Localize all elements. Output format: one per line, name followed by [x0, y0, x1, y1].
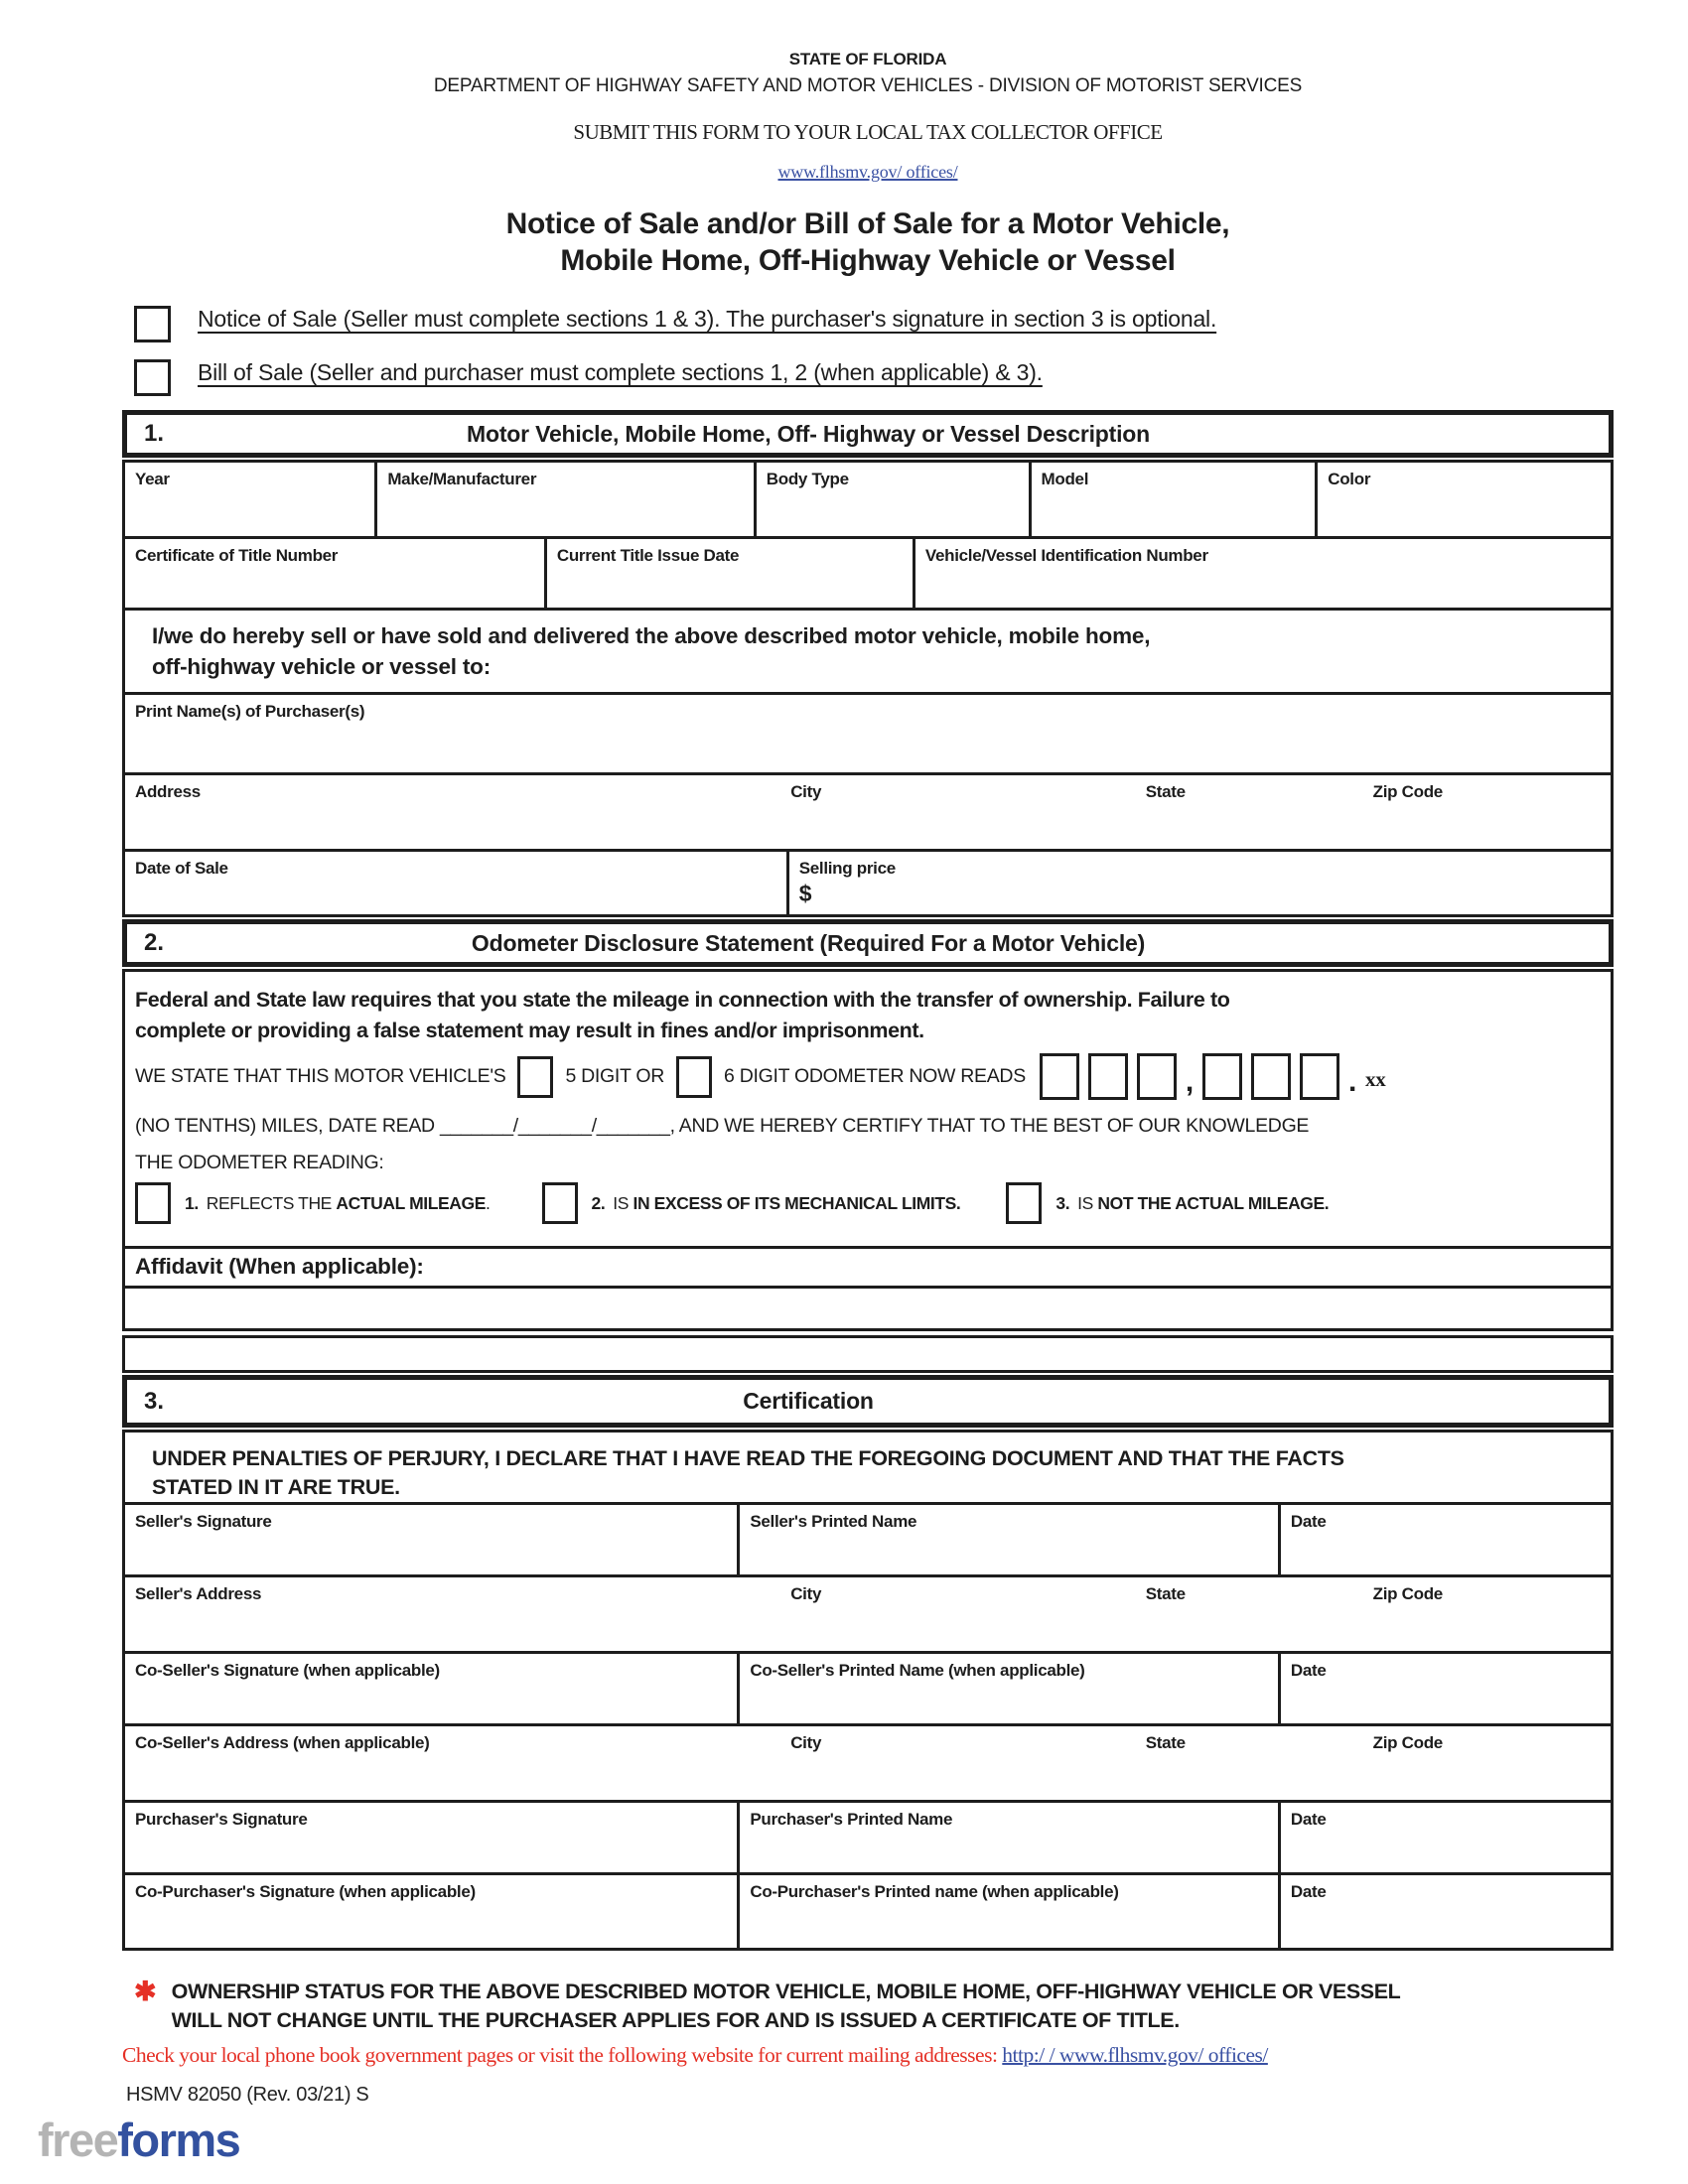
field-co-seller-signature[interactable]: Co-Seller's Signature (when applicable) [125, 1654, 740, 1723]
perjury-line2: STATED IN IT ARE TRUE. [152, 1475, 400, 1500]
mileage-option-1-text: REFLECTS THE ACTUAL MILEAGE. [206, 1192, 491, 1213]
odometer-digit-box-3[interactable] [1137, 1053, 1177, 1100]
affidavit-extra-blank-row[interactable] [122, 1335, 1614, 1373]
field-purchaser-signature[interactable]: Purchaser's Signature [125, 1803, 740, 1872]
field-co-purchaser-signature[interactable]: Co-Purchaser's Signature (when applicable) [125, 1875, 740, 1948]
ownership-note-line1: OWNERSHIP STATUS FOR THE ABOVE DESCRIBED MOTOR VEHICLE, MOBILE HOME, OFF-HIGHWAY VEHICLE OR VESSEL [171, 1979, 1401, 2004]
logo-free-text: free [38, 2114, 118, 2166]
co-seller-zip-label: Zip Code [1372, 1733, 1443, 1753]
excess-mechanical-limits-checkbox[interactable] [542, 1182, 578, 1224]
odometer-digit-boxes [1040, 1053, 1386, 1100]
we-state-text: WE STATE THAT THIS MOTOR VEHICLE'S [135, 1065, 506, 1088]
department-heading: DEPARTMENT OF HIGHWAY SAFETY AND MOTOR VEHICLES - DIVISION OF MOTORIST SERVICES [433, 75, 1303, 96]
section-2-odometer-disclosure [122, 919, 1614, 1373]
mileage-option-2-number: 2. [591, 1192, 606, 1213]
state-heading: STATE OF FLORIDA [788, 50, 947, 68]
field-color[interactable]: Color [1328, 470, 1371, 489]
purchaser-names-label: Print Name(s) of Purchaser(s) [135, 702, 365, 722]
field-co-seller-printed-name[interactable]: Co-Seller's Printed Name (when applicable) [740, 1654, 1281, 1723]
section-2-title: Odometer Disclosure Statement (Required For a Motor Vehicle) [471, 929, 1146, 956]
seller-signature-row [125, 1505, 1611, 1577]
odometer-intro [135, 985, 1599, 1045]
odometer-reading-line [135, 1053, 1599, 1100]
sell-statement-line1: I/we do hereby sell or have sold and delivered the above described motor vehicle, mobile home, [152, 623, 1151, 649]
co-seller-address-row[interactable] [125, 1726, 1611, 1803]
zip-code-label: Zip Code [1372, 782, 1443, 802]
bill-of-sale-option [134, 359, 1614, 396]
bill-of-sale-checkbox[interactable] [134, 359, 171, 396]
odometer-digit-box-1[interactable] [1040, 1053, 1079, 1100]
address-label: Address [135, 782, 201, 802]
selling-price-label: Selling price [798, 859, 896, 879]
actual-mileage-checkbox[interactable] [135, 1182, 171, 1224]
field-date-of-sale[interactable] [125, 852, 789, 914]
odometer-digit-box-5[interactable] [1251, 1053, 1291, 1100]
flhsmv-offices-link[interactable]: www.flhsmv.gov/ offices/ [777, 162, 958, 182]
form-number: HSMV 82050 (Rev. 03/21) S [126, 2084, 369, 2107]
odometer-digit-box-6[interactable] [1300, 1053, 1339, 1100]
website-link-wrap [122, 162, 1614, 183]
form-title [122, 206, 1614, 279]
mileage-option-1-number: 1. [185, 1192, 199, 1213]
mailing-addresses-note [122, 2043, 1614, 2068]
co-seller-signature-row [125, 1654, 1611, 1726]
odometer-decimal-point: . [1347, 1064, 1357, 1098]
odometer-intro-line1: Federal and State law requires that you state the mileage in connection with the transfer of ownership. Failure to [135, 988, 1230, 1013]
ownership-note-line2: WILL NOT CHANGE UNTIL THE PURCHASER APPLIES FOR AND IS ISSUED A CERTIFICATE OF TITLE. [171, 2007, 1180, 2032]
red-asterisk-icon: ✱ [134, 1977, 157, 2007]
form-header [122, 0, 1614, 279]
field-seller-printed-name[interactable]: Seller's Printed Name [740, 1505, 1281, 1574]
field-model[interactable]: Model [1032, 463, 1319, 536]
mileage-options-row [135, 1182, 1599, 1246]
mileage-option-2-text: IS IN EXCESS OF ITS MECHANICAL LIMITS. [613, 1192, 961, 1213]
perjury-line1: UNDER PENALTIES OF PERJURY, I DECLARE THAT I HAVE READ THE FOREGOING DOCUMENT AND THAT THE FACTS [152, 1446, 1344, 1471]
perjury-statement [125, 1433, 1611, 1505]
field-seller-signature[interactable]: Seller's Signature [125, 1505, 740, 1574]
mileage-option-2 [542, 1182, 961, 1224]
city-label: City [790, 782, 822, 802]
section-2-body [122, 969, 1614, 1331]
field-body-type[interactable]: Body Type [757, 463, 1032, 536]
field-vehicle-identification-number[interactable]: Vehicle/Vessel Identification Number [924, 546, 1208, 566]
field-selling-price[interactable] [789, 852, 1611, 914]
section-2-header [122, 919, 1614, 967]
notice-of-sale-option [134, 306, 1614, 342]
section-3-certification [122, 1375, 1614, 1951]
freeforms-logo [38, 2113, 239, 2167]
section-1-header [122, 410, 1614, 458]
odometer-comma: , [1185, 1064, 1194, 1098]
field-purchaser-names[interactable] [125, 695, 1611, 775]
odometer-reading-label: THE ODOMETER READING: [135, 1152, 384, 1174]
date-of-sale-label: Date of Sale [135, 859, 228, 879]
six-digit-checkbox[interactable] [676, 1056, 712, 1098]
section-3-body [122, 1430, 1614, 1951]
date-and-price-row [125, 852, 1611, 914]
sell-statement [125, 611, 1611, 695]
no-tenths-line: (NO TENTHS) MILES, DATE READ _______/_______/_______, AND WE HEREBY CERTIFY THAT TO THE BEST OF OUR KNOWLEDGE [135, 1115, 1310, 1138]
co-seller-city-label: City [790, 1733, 822, 1753]
five-digit-label: 5 DIGIT OR [565, 1065, 665, 1088]
seller-zip-label: Zip Code [1372, 1584, 1443, 1604]
notice-of-sale-label: Notice of Sale (Seller must complete sections 1 & 3). The purchaser's signature in section 3 is optional. [198, 306, 1217, 333]
section-1-number: 1. [144, 420, 165, 448]
ownership-note [134, 1978, 1614, 2034]
notice-of-sale-checkbox[interactable] [134, 306, 171, 342]
form-title-line2: Mobile Home, Off-Highway Vehicle or Vessel [560, 243, 1176, 277]
field-seller-date[interactable]: Date [1290, 1512, 1327, 1532]
bill-of-sale-label: Bill of Sale (Seller and purchaser must complete sections 1, 2 (when applicable) & 3). [198, 359, 1043, 386]
field-purchaser-date[interactable]: Date [1290, 1810, 1327, 1830]
seller-address-row[interactable] [125, 1577, 1611, 1654]
section-2-number: 2. [144, 929, 165, 957]
form-footer [122, 1977, 1614, 2107]
submit-instruction: SUBMIT THIS FORM TO YOUR LOCAL TAX COLLECTOR OFFICE [573, 120, 1163, 144]
sell-statement-line2: off-highway vehicle or vessel to: [152, 653, 491, 679]
purchaser-signature-row [125, 1803, 1611, 1875]
co-seller-address-label: Co-Seller's Address (when applicable) [135, 1733, 430, 1753]
form-title-line1: Notice of Sale and/or Bill of Sale for a Motor Vehicle, [505, 207, 1230, 240]
field-co-purchaser-date[interactable]: Date [1290, 1882, 1327, 1902]
field-current-title-issue-date[interactable]: Current Title Issue Date [547, 539, 915, 608]
seller-address-label: Seller's Address [135, 1584, 262, 1604]
mileage-option-1 [135, 1182, 491, 1224]
title-info-row [125, 539, 1611, 611]
vehicle-info-row [125, 463, 1611, 539]
dollar-sign: $ [798, 881, 812, 907]
seller-city-label: City [790, 1584, 822, 1604]
state-label: State [1145, 782, 1186, 802]
field-make-manufacturer[interactable]: Make/Manufacturer [377, 463, 756, 536]
field-co-purchaser-printed-name[interactable]: Co-Purchaser's Printed name (when applicable) [740, 1875, 1281, 1948]
section-3-number: 3. [144, 1387, 165, 1415]
affidavit-blank-row[interactable] [125, 1286, 1611, 1328]
mileage-option-3-number: 3. [1055, 1192, 1070, 1213]
ownership-note-text [172, 1978, 1602, 2034]
section-1-title: Motor Vehicle, Mobile Home, Off- Highway or Vessel Description [467, 420, 1150, 447]
section-1-body [122, 460, 1614, 917]
section-1-vehicle-description [122, 410, 1614, 917]
mileage-option-3-text: IS NOT THE ACTUAL MILEAGE. [1077, 1192, 1330, 1213]
affidavit-label: Affidavit (When applicable): [125, 1246, 1611, 1286]
odometer-tenths-suffix: xx [1365, 1067, 1386, 1092]
field-co-seller-date[interactable]: Date [1290, 1661, 1327, 1681]
odometer-statement-block [125, 972, 1611, 1246]
section-3-header [122, 1375, 1614, 1428]
odometer-digit-box-2[interactable] [1088, 1053, 1128, 1100]
not-actual-mileage-checkbox[interactable] [1006, 1182, 1042, 1224]
six-digit-label: 6 DIGIT ODOMETER NOW READS [724, 1065, 1026, 1088]
field-purchaser-printed-name[interactable]: Purchaser's Printed Name [740, 1803, 1281, 1872]
seller-state-label: State [1145, 1584, 1186, 1604]
section-3-title: Certification [743, 1388, 874, 1415]
logo-forms-text: forms [117, 2114, 240, 2166]
purchaser-address-row[interactable] [125, 775, 1611, 852]
co-seller-state-label: State [1145, 1733, 1186, 1753]
field-certificate-of-title-number[interactable]: Certificate of Title Number [125, 539, 547, 608]
mailing-addresses-link[interactable]: http:/ / www.flhsmv.gov/ offices/ [1002, 2043, 1268, 2068]
five-digit-checkbox[interactable] [517, 1056, 553, 1098]
mailing-note-text: Check your local phone book government pages or visit the following website for current mailing addresses: [122, 2043, 1003, 2068]
odometer-digit-box-4[interactable] [1202, 1053, 1242, 1100]
mileage-option-3 [1006, 1182, 1329, 1224]
co-purchaser-signature-row [125, 1875, 1611, 1948]
odometer-intro-line2: complete or providing a false statement may result in fines and/or imprisonment. [135, 1018, 924, 1042]
field-year[interactable]: Year [125, 463, 377, 536]
